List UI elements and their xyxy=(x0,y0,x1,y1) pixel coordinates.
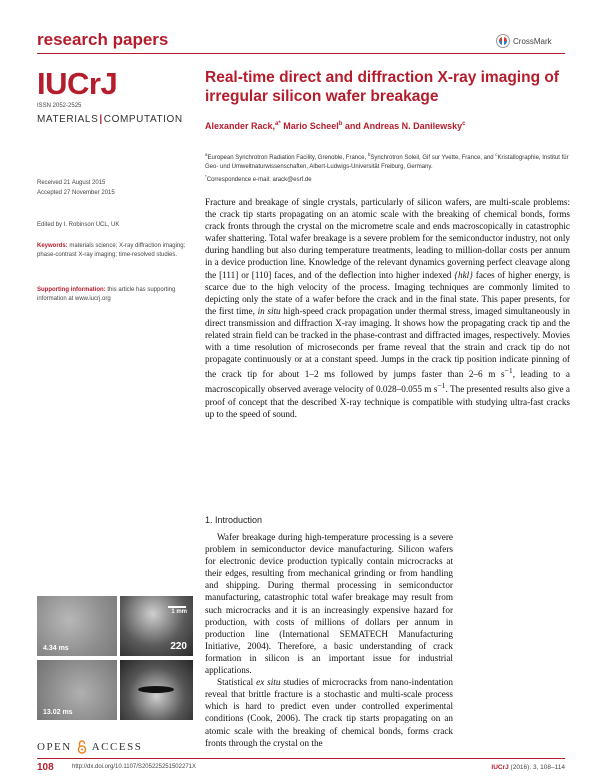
abstract-text: . The presented results also give a proof of concept that the described X-ray technique is compatible with studying ultra-fast cracks up to the speed of sound. xyxy=(205,384,570,419)
abstract-sup: −1 xyxy=(504,366,513,376)
journal-citation xyxy=(491,764,565,771)
journal-logo: IUCrJ xyxy=(37,66,118,101)
crack-mark xyxy=(138,686,174,693)
section-right: COMPUTATION xyxy=(103,114,183,125)
paragraph-text: Statistical xyxy=(217,677,257,688)
figure-panel-diffraction-1 xyxy=(120,596,193,656)
figure-panel-topo-2 xyxy=(37,660,117,720)
affil-text: European Synchrotron Radiation Facility, Grenoble, France, xyxy=(207,155,368,161)
doi-link[interactable]: http://dx.doi.org/10.1107/S205225251502271X xyxy=(72,764,196,770)
supporting-info xyxy=(37,286,187,303)
author-sup: b xyxy=(338,121,343,127)
affil-sup: c xyxy=(495,152,498,157)
abstract-text: Fracture and breakage of single crystals, particularly of silicon wafers, are multi-scale problems: the crack tip starts propagating on an atomic scale with the breaking of chemical bonds, forms crack fronts through the crystal on the micrometre scale and ends macroscopically in catastrophic wafer shattering. Total wafer breakage is a severe problem for the semiconductor industry, not only during handling but also during temperature treatments, leading to million-dollar costs per annum in a device production line. Knowledge of the relevant dynamics governing perfect cleavage along the [111] or [110] faces, and of the deflection into higher indexed xyxy=(205,197,570,280)
open-lock-icon xyxy=(77,740,87,754)
affil-text: Synchrotron Soleil, Gif sur Yvette, France, and xyxy=(370,155,496,161)
open-access-badge xyxy=(37,740,142,754)
supp-label: Supporting information: xyxy=(37,287,106,293)
scale-bar xyxy=(168,606,186,608)
keywords-label: Keywords: xyxy=(37,243,68,249)
author-name: and Andreas N. Danilewsky xyxy=(342,121,463,131)
abstract-italic: {hkl} xyxy=(454,269,473,280)
issn: ISSN 2052-2525 xyxy=(37,103,82,109)
author-sup: a* xyxy=(275,121,281,127)
affil-sup: b xyxy=(367,152,371,157)
keywords-text: materials science; X-ray diffraction imaging; phase-contrast X-ray imaging; time-resolved studies. xyxy=(37,243,186,258)
abstract-sup: −1 xyxy=(437,381,446,391)
abstract-text: faces of higher energy, is scarce due to the high velocity of the process. Imaging techniques are commonly limited to depicting only the state of a wafer before the crack and in the final state. This paper presents, for the first time, xyxy=(205,269,571,316)
author-name: Alexander Rack, xyxy=(205,121,276,131)
paragraph: Wafer breakage during high-temperature processing is a severe problem in semiconductor device manufacturing. Silicon wafers for electronic device production typically contain microcracks at their edges, resulting from mechanical grinding or from handling and shipping. During thermal processing in semiconductor manufacturing, catastrophic total wafer breakage may result from such microcracks and it is an increasingly expensive hazard for production, with costs of millions of dollars per annum in production line (International SEMATECH Manufacturing Initiative, 2004). Therefore, a basic understanding of crack formation in silicon is an important issue for industrial applications. xyxy=(205,532,453,676)
correspondence-email[interactable]: Correspondence e-mail: arack@esrf.de xyxy=(206,177,312,183)
open-access-right: ACCESS xyxy=(91,741,143,753)
scale-label: 1 mm xyxy=(171,609,187,615)
figure-panel-topo-1 xyxy=(37,596,117,656)
article-dates xyxy=(37,178,115,198)
author-name: Mario Scheel xyxy=(280,121,339,131)
time-label: 13.02 ms xyxy=(43,709,73,716)
affil-sup: * xyxy=(205,174,207,179)
header-rule xyxy=(37,53,565,54)
keywords xyxy=(37,242,187,259)
time-label: 4.34 ms xyxy=(43,645,69,652)
page-number: 108 xyxy=(37,762,54,773)
article-title: Real-time direct and diffraction X-ray imaging of irregular silicon wafer breakage xyxy=(205,69,559,105)
crossmark-label: CrossMark xyxy=(513,36,552,46)
author-list xyxy=(205,121,575,131)
author-sup: c xyxy=(462,121,466,127)
journal-section xyxy=(37,114,183,125)
journal-name: IUCrJ xyxy=(491,764,509,771)
crossmark-badge[interactable] xyxy=(496,34,552,48)
supp-text[interactable]: this article has supporting information at www.iucrj.org xyxy=(37,287,176,302)
editor-note: Edited by I. Robinson UCL, UK xyxy=(37,222,120,228)
affil-sup: a xyxy=(205,152,208,157)
crossmark-icon xyxy=(496,34,510,48)
section-heading: 1. Introduction xyxy=(205,515,263,525)
figure-panel-diffraction-2 xyxy=(120,660,193,720)
accepted-date: Accepted 27 November 2015 xyxy=(37,190,115,196)
citation-text: (2016). 3, 108–114 xyxy=(508,764,565,771)
open-access-left: OPEN xyxy=(37,741,72,753)
paragraph-italic: ex situ xyxy=(256,677,281,688)
affiliations xyxy=(205,150,580,185)
section-left: MATERIALS xyxy=(37,114,99,125)
introduction-body xyxy=(205,531,453,749)
abstract-text: high-speed crack propagation under thermal stress, imaged simultaneously in direct transmission and diffraction X-ray imaging. It shows how the propagating crack tip and the related strain field can be tracked in the phase-contrast and diffracted images, respectively. Movies with a time resolution of microseconds per frame reveal that the strain and crack tip do not propagate continuously or at a constant speed. Jumps in the crack tip position indicate pinning of the crack tip for about 1–2 ms followed by jumps faster than 2–6 m s xyxy=(205,305,570,380)
section-separator: | xyxy=(99,114,103,125)
abstract xyxy=(205,196,570,420)
received-date: Received 21 August 2015 xyxy=(37,180,106,186)
paragraph-text: studies of microcracks from nano-indentation reveal that brittle fracture is a stochastic and multi-scale process which is hard to predict even under controlled experimental conditions (Cook, 2006). The crack tip starts propagating on an atomic scale with the breaking of chemical bonds, forms crack fronts through the crystal on the xyxy=(205,677,454,748)
reflection-label: 220 xyxy=(170,641,187,652)
section-header: research papers xyxy=(37,30,169,49)
abstract-text: , leading to a macroscopically observed average velocity of 0.028–0.055 m s xyxy=(205,369,570,395)
abstract-italic: in situ xyxy=(257,305,281,316)
footer-rule xyxy=(37,758,565,759)
paragraph xyxy=(205,676,453,749)
affil-text: Kristallographie, Institut für Geo- und Umweltnaturwissenschaften, Albert-Ludwigs-Universität Freiburg, Germany. xyxy=(205,155,569,170)
